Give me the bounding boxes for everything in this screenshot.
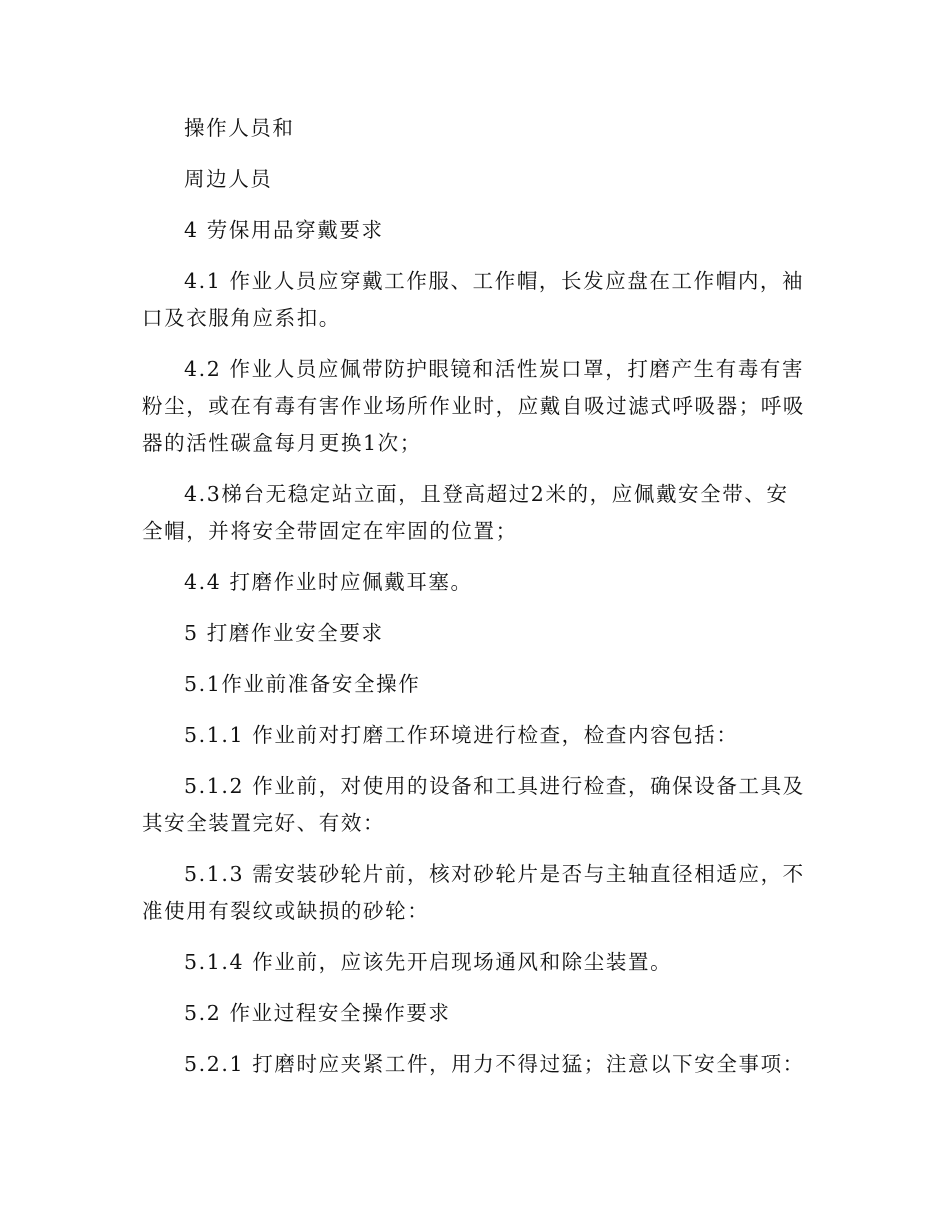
subsection-heading-5-1: 5.1作业前准备安全操作 <box>184 672 421 696</box>
paragraph-4-4: 4.4 打磨作业时应佩戴耳塞。 <box>184 570 473 594</box>
paragraph-5-2-1: 5.2.1 打磨时应夹紧工件，用力不得过猛；注意以下安全事项： <box>184 1052 805 1076</box>
paragraph-5-1-1: 5.1.1 作业前对打磨工作环境进行检查，检查内容包括： <box>184 723 739 747</box>
section-heading-4: 4 劳保用品穿戴要求 <box>184 218 384 242</box>
paragraph-4-3: 4.3梯台无稳定站立面，且登高超过2米的，应佩戴安全带、安全帽，并将安全带固定在牢固的位置； <box>142 482 789 543</box>
paragraph-4-2: 4.2 作业人员应佩带防护眼镜和活性炭口罩，打磨产生有毒有害粉尘，或在有毒有害作业场所作业时，应戴自吸过滤式呼吸器；呼吸器的活性碳盒每月更换1次； <box>142 357 805 455</box>
paragraph-personnel-operators: 操作人员和 <box>184 116 295 140</box>
section-heading-5: 5 打磨作业安全要求 <box>184 621 384 645</box>
paragraph-4-1: 4.1 作业人员应穿戴工作服、工作帽，长发应盘在工作帽内，袖口及衣服角应系扣。 <box>142 269 805 330</box>
paragraph-5-1-4: 5.1.4 作业前，应该先开启现场通风和除尘装置。 <box>184 950 673 974</box>
subsection-heading-5-2: 5.2 作业过程安全操作要求 <box>184 1001 451 1025</box>
paragraph-5-1-3: 5.1.3 需安装砂轮片前，核对砂轮片是否与主轴直径相适应，不准使用有裂纹或缺损的砂轮： <box>142 862 805 923</box>
paragraph-5-1-2: 5.1.2 作业前，对使用的设备和工具进行检查，确保设备工具及其安全装置完好、有效： <box>142 774 805 835</box>
paragraph-personnel-nearby: 周边人员 <box>184 167 273 191</box>
document-body <box>142 110 810 1097</box>
